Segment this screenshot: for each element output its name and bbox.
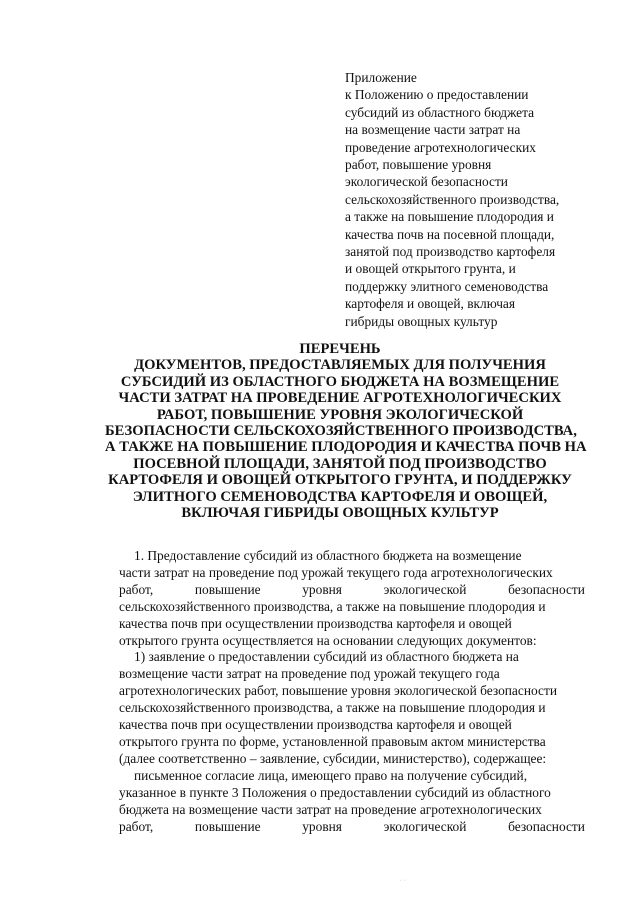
text-line: агротехнологических работ, повышение уровня экологической безопасности xyxy=(119,683,557,699)
text-line: бюджета на возмещение части затрат на проведение агротехнологических xyxy=(119,801,542,817)
text-line xyxy=(119,819,585,836)
word: уровня xyxy=(302,581,342,597)
appendix-line: субсидий из областного бюджета xyxy=(345,104,535,120)
text-line: указанное в пункте 3 Положения о предоставлении субсидий из областного xyxy=(119,784,551,800)
appendix-line: занятой под производство картофеля xyxy=(345,244,556,260)
document-title xyxy=(105,341,587,522)
appendix-line: поддержку элитного семеноводства xyxy=(345,278,549,294)
paragraph-3 xyxy=(119,768,585,836)
appendix-header xyxy=(345,69,607,330)
text-line: открытого грунта по форме, установленной правовым актом министерства xyxy=(119,733,546,749)
title-line: ПОСЕВНОЙ ПЛОЩАДИ, ЗАНЯТОЙ ПОД ПРОИЗВОДСТВО xyxy=(133,455,547,472)
title-line: ПЕРЕЧЕНЬ xyxy=(299,341,381,357)
title-line: ЭЛИТНОГО СЕМЕНОВОДСТВА КАРТОФЕЛЯ И ОВОЩЕЙ, xyxy=(132,488,548,505)
title-line: СУБСИДИЙ ИЗ ОБЛАСТНОГО БЮДЖЕТА НА ВОЗМЕЩЕНИЕ xyxy=(120,373,560,390)
title-line: КАРТОФЕЛЯ И ОВОЩЕЙ ОТКРЫТОГО ГРУНТА, И ПОДДЕРЖКУ xyxy=(108,472,572,489)
word: уровня xyxy=(302,818,342,834)
appendix-line: а также на повышение плодородия и xyxy=(345,209,554,225)
appendix-line: сельскохозяйственного производства, xyxy=(345,191,560,207)
text-line: 1) заявление о предоставлении субсидий из областного бюджета на xyxy=(134,649,519,665)
title-line: ДОКУМЕНТОВ, ПРЕДОСТАВЛЯЕМЫХ ДЛЯ ПОЛУЧЕНИЯ xyxy=(134,357,546,374)
paragraph-1 xyxy=(119,548,585,649)
appendix-line: гибриды овощных культур xyxy=(345,313,498,329)
appendix-line: Приложение xyxy=(345,70,417,85)
text-line: качества почв при осуществлении производства картофеля и овощей xyxy=(119,717,512,733)
appendix-line: проведение агротехнологических xyxy=(345,139,536,155)
appendix-line: экологической безопасности xyxy=(345,174,508,190)
title-line: ВКЛЮЧАЯ ГИБРИДЫ ОВОЩНЫХ КУЛЬТУР xyxy=(181,505,499,522)
appendix-line: картофеля и овощей, включая xyxy=(345,296,516,312)
scan-speck: · · xyxy=(400,878,406,884)
text-line: качества почв при осуществлении производства картофеля и овощей xyxy=(119,615,512,631)
word: работ, xyxy=(119,581,154,597)
text-line xyxy=(119,582,585,599)
appendix-line: на возмещение части затрат на xyxy=(345,122,521,138)
word: экологической xyxy=(383,818,467,834)
text-line: части затрат на проведение под урожай текущего года агротехнологических xyxy=(119,564,553,580)
appendix-line: к Положению о предоставлении xyxy=(345,87,529,103)
word: повышение xyxy=(194,581,261,597)
title-line: БЕЗОПАСНОСТИ СЕЛЬСКОХОЗЯЙСТВЕННОГО ПРОИЗВОДСТВА, xyxy=(105,423,577,440)
text-line: открытого грунта осуществляется на основании следующих документов: xyxy=(119,632,537,648)
word: повышение xyxy=(194,818,261,834)
title-line: РАБОТ, ПОВЫШЕНИЕ УРОВНЯ ЭКОЛОГИЧЕСКОЙ xyxy=(156,406,524,423)
word: безопасности xyxy=(508,818,585,834)
text-line: письменное согласие лица, имеющего право на получение субсидий, xyxy=(134,767,528,783)
appendix-line: работ, повышение уровня xyxy=(345,157,492,173)
appendix-line: и овощей открытого грунта, и xyxy=(345,261,516,277)
appendix-line: качества почв на посевной площади, xyxy=(345,226,555,242)
text-line: (далее соответственно – заявление, субсидии, министерство), содержащее: xyxy=(119,750,547,766)
title-line: А ТАКЖЕ НА ПОВЫШЕНИЕ ПЛОДОРОДИЯ И КАЧЕСТВА ПОЧВ НА xyxy=(105,439,587,456)
paragraph-2 xyxy=(119,649,585,767)
word: работ, xyxy=(119,818,154,834)
text-line: возмещение части затрат на проведение под урожай текущего года xyxy=(119,666,500,682)
word: экологической xyxy=(383,581,467,597)
text-line: сельскохозяйственного производства, а также на повышение плодородия и xyxy=(119,700,546,716)
text-line: сельскохозяйственного производства, а также на повышение плодородия и xyxy=(119,598,546,614)
document-body xyxy=(119,548,585,835)
text-line: 1. Предоставление субсидий из областного бюджета на возмещение xyxy=(134,548,522,563)
title-line: ЧАСТИ ЗАТРАТ НА ПРОВЕДЕНИЕ АГРОТЕХНОЛОГИЧЕСКИХ xyxy=(118,390,562,407)
word: безопасности xyxy=(508,581,585,597)
